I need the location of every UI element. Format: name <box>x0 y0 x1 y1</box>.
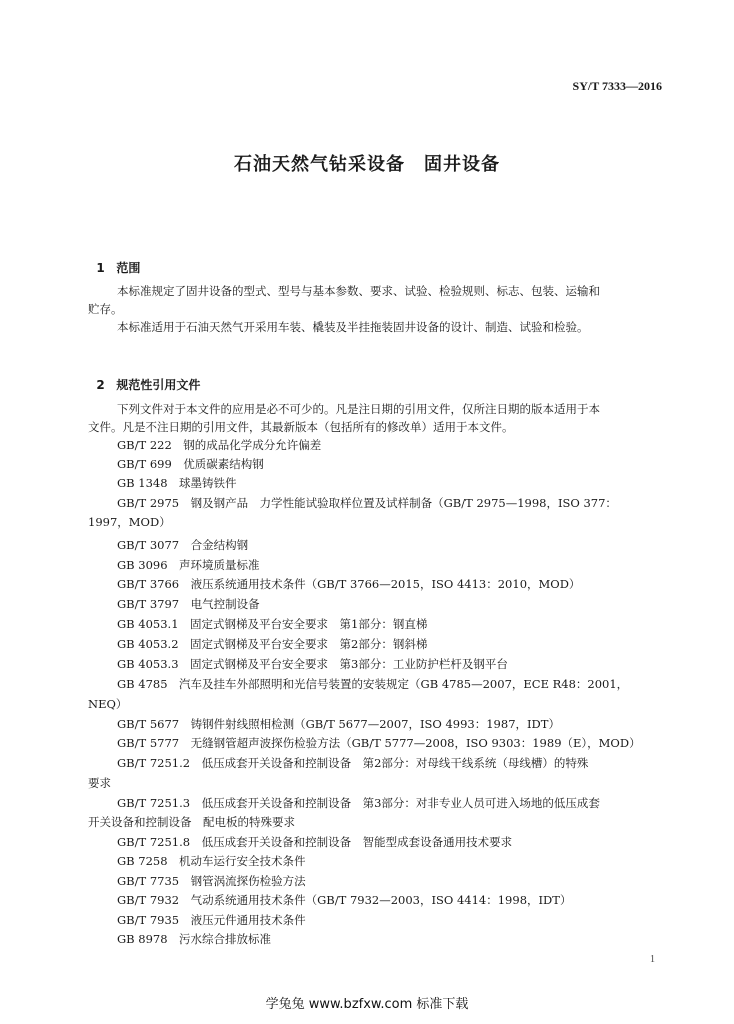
reference-item: GB/T 7935 液压元件通用技术条件 <box>117 913 306 927</box>
reference-item: GB 3096 声环境质量标准 <box>117 558 260 572</box>
refs-intro-line: 下列文件对于本文件的应用是必不可少的。凡是注日期的引用文件，仅所注日期的版本适用于本 <box>117 402 600 416</box>
reference-item: GB/T 7251.3 低压成套开关设备和控制设备 第3部分：对非专业人员可进入场地的低压成套 <box>117 796 600 810</box>
reference-item: GB/T 7251.8 低压成套开关设备和控制设备 智能型成套设备通用技术要求 <box>117 835 513 849</box>
standard-code: SY/T 7333—2016 <box>572 79 662 93</box>
reference-item: GB/T 3077 合金结构钢 <box>117 538 249 552</box>
reference-item: GB/T 699 优质碳素结构钢 <box>117 457 264 471</box>
reference-item: GB 4053.1 固定式钢梯及平台安全要求 第1部分：钢直梯 <box>117 617 428 631</box>
reference-item: GB/T 7932 气动系统通用技术条件（GB/T 7932—2003，ISO 4414：1998，IDT） <box>117 893 572 907</box>
reference-item-cont: NEQ） <box>88 697 128 711</box>
reference-item: GB 4053.2 固定式钢梯及平台安全要求 第2部分：钢斜梯 <box>117 637 428 651</box>
reference-item: GB 1348 球墨铸铁件 <box>117 476 237 490</box>
reference-item: GB/T 222 钢的成品化学成分允许偏差 <box>117 438 322 452</box>
section-2-heading <box>88 362 200 393</box>
section-number: 1 <box>96 261 105 275</box>
scope-para-line: 贮存。 <box>88 302 123 316</box>
reference-item-cont: 开关设备和控制设备 配电板的特殊要求 <box>88 815 295 829</box>
section-number: 2 <box>96 378 105 392</box>
section-1-heading <box>88 245 140 276</box>
reference-item: GB 7258 机动车运行安全技术条件 <box>117 854 306 868</box>
footer-watermark-text: 学兔兔 www.bzfxw.com 标准下载 <box>265 997 469 1012</box>
reference-item: GB/T 5677 铸钢件射线照相检测（GB/T 5677—2007，ISO 4993：1987，IDT） <box>117 717 560 731</box>
reference-item: GB/T 3766 液压系统通用技术条件（GB/T 3766—2015，ISO 4413：2010，MOD） <box>117 577 581 591</box>
reference-item-cont: 要求 <box>88 776 111 790</box>
refs-intro-line: 文件。凡是不注日期的引用文件，其最新版本（包括所有的修改单）适用于本文件。 <box>88 420 514 434</box>
scope-para-line: 本标准规定了固井设备的型式、型号与基本参数、要求、试验、检验规则、标志、包装、运输和 <box>117 284 600 298</box>
page-number: 1 <box>650 954 655 965</box>
reference-item-cont: 1997，MOD） <box>88 515 171 529</box>
document-title: 石油天然气钻采设备 固井设备 <box>234 154 500 175</box>
reference-item: GB 4785 汽车及挂车外部照明和光信号装置的安装规定（GB 4785—2007，ECE R48：2001， <box>117 677 629 691</box>
section-title: 规范性引用文件 <box>116 378 201 392</box>
reference-item: GB/T 2975 钢及钢产品 力学性能试验取样位置及试样制备（GB/T 2975—1998，ISO 377： <box>117 496 617 510</box>
reference-item: GB 8978 污水综合排放标准 <box>117 932 272 946</box>
reference-item: GB/T 3797 电气控制设备 <box>117 597 260 611</box>
reference-item: GB 4053.3 固定式钢梯及平台安全要求 第3部分：工业防护栏杆及钢平台 <box>117 657 508 671</box>
scope-para-line: 本标准适用于石油天然气开采用车装、橇装及半挂拖装固井设备的设计、制造、试验和检验。 <box>117 320 589 334</box>
reference-item: GB/T 7251.2 低压成套开关设备和控制设备 第2部分：对母线干线系统（母线槽）的特殊 <box>117 756 589 770</box>
reference-item: GB/T 7735 钢管涡流探伤检验方法 <box>117 874 306 888</box>
reference-item: GB/T 5777 无缝钢管超声波探伤检验方法（GB/T 5777—2008，ISO 9303：1989（E），MOD） <box>117 736 641 750</box>
section-title: 范围 <box>116 261 141 275</box>
